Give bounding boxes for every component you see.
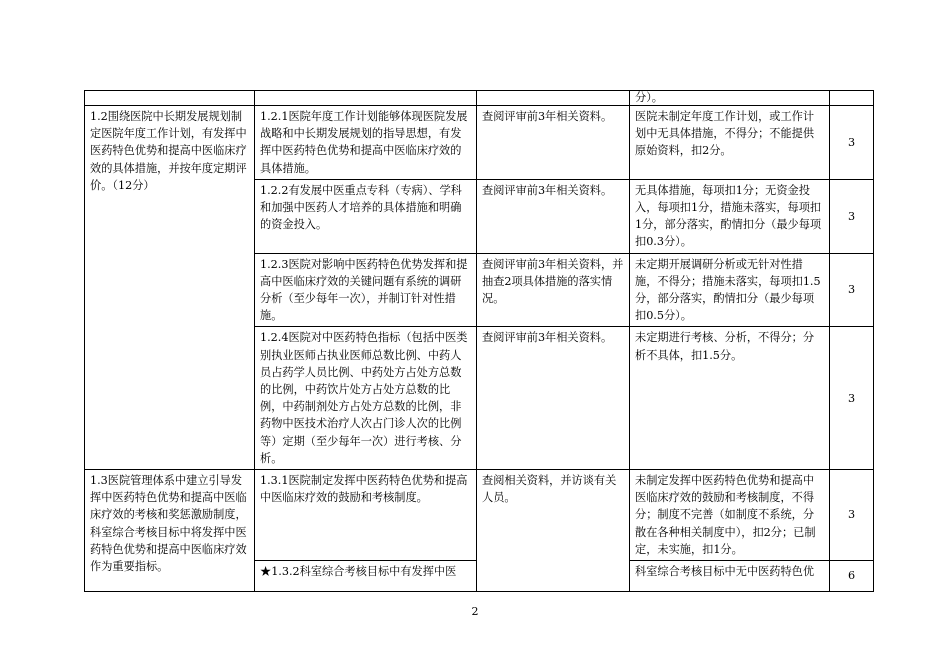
criterion-cell xyxy=(85,91,255,106)
score-cell xyxy=(830,91,874,106)
method-cell xyxy=(477,91,630,106)
page-number: 2 xyxy=(471,605,479,618)
method-cell: 查阅评审前3年相关资料。 xyxy=(477,327,630,470)
table-row xyxy=(85,91,874,106)
score-cell: 3 xyxy=(830,327,874,470)
scoring-cell: 未定期开展调研分析或无针对性措施，不得分；措施未落实，每项扣1.5分，部分落实，酌情扣分（最少每项扣0.5分）。 xyxy=(630,253,830,327)
score-cell: 3 xyxy=(830,179,874,253)
criterion-cell: 1.3医院管理体系中建立引导发挥中医药特色优势和提高中医临床疗效的考核和奖惩激励制度，科室综合考核目标中将发挥中医药特色优势和提高中医临床疗效作为重要指标。 xyxy=(85,470,255,592)
score-cell: 3 xyxy=(830,106,874,180)
item-cell: 1.2.3医院对影响中医药特色优势发挥和提高中医临床疗效的关键问题有系统的调研分析（至少每年一次），并制订针对性措施。 xyxy=(255,253,477,327)
method-cell: 查阅评审前3年相关资料。 xyxy=(477,179,630,253)
method-cell: 查阅相关资料，并访谈有关人员。 xyxy=(477,470,630,592)
method-cell: 查阅评审前3年相关资料，并抽查2项具体措施的落实情况。 xyxy=(477,253,630,327)
scoring-cell: 医院未制定年度工作计划，或工作计划中无具体措施，不得分；不能提供原始资料，扣2分。 xyxy=(630,106,830,180)
item-cell: ★1.3.2科室综合考核目标中有发挥中医 xyxy=(255,561,477,592)
item-cell: 1.3.1医院制定发挥中医药特色优势和提高中医临床疗效的鼓励和考核制度。 xyxy=(255,470,477,561)
item-cell xyxy=(255,91,477,106)
score-cell: 3 xyxy=(830,253,874,327)
item-cell: 1.2.4医院对中医药特色指标（包括中医类别执业医师占执业医师总数比例、中药人员占药学人员比例、中药处方占处方总数的比例，中药饮片处方占处方总数的比例，中药制剂处方占处方总数的比例，非药物中医技术治疗人次占门诊人次的比例等）定期（至少每年一次）进行考核、分析。 xyxy=(255,327,477,470)
criterion-cell: 1.2围绕医院中长期发展规划制定医院年度工作计划，有发挥中医药特色优势和提高中医临床疗效的具体措施，并按年度定期评价。（12分） xyxy=(85,106,255,470)
score-cell: 6 xyxy=(830,561,874,592)
scoring-cell: 未制定发挥中医药特色优势和提高中医临床疗效的鼓励和考核制度，不得分；制度不完善（如制度不系统，分散在各种相关制度中），扣2分；已制定，未实施，扣1分。 xyxy=(630,470,830,561)
table-row xyxy=(85,106,874,180)
item-cell: 1.2.1医院年度工作计划能够体现医院发展战略和中长期发展规划的指导思想，有发挥中医药特色优势和提高中医临床疗效的具体措施。 xyxy=(255,106,477,180)
score-cell: 3 xyxy=(830,470,874,561)
scoring-cell: 无具体措施，每项扣1分；无资金投入，每项扣1分，措施未落实，每项扣1分，部分落实，酌情扣分（最少每项扣0.3分）。 xyxy=(630,179,830,253)
scoring-cell: 分）。 xyxy=(630,91,830,106)
evaluation-table xyxy=(84,90,874,592)
method-cell: 查阅评审前3年相关资料。 xyxy=(477,106,630,180)
table-row xyxy=(85,470,874,561)
scoring-cell: 未定期进行考核、分析，不得分；分析不具体，扣1.5分。 xyxy=(630,327,830,470)
scoring-cell: 科室综合考核目标中无中医药特色优 xyxy=(630,561,830,592)
item-cell: 1.2.2有发展中医重点专科（专病）、学科和加强中医药人才培养的具体措施和明确的资金投入。 xyxy=(255,179,477,253)
